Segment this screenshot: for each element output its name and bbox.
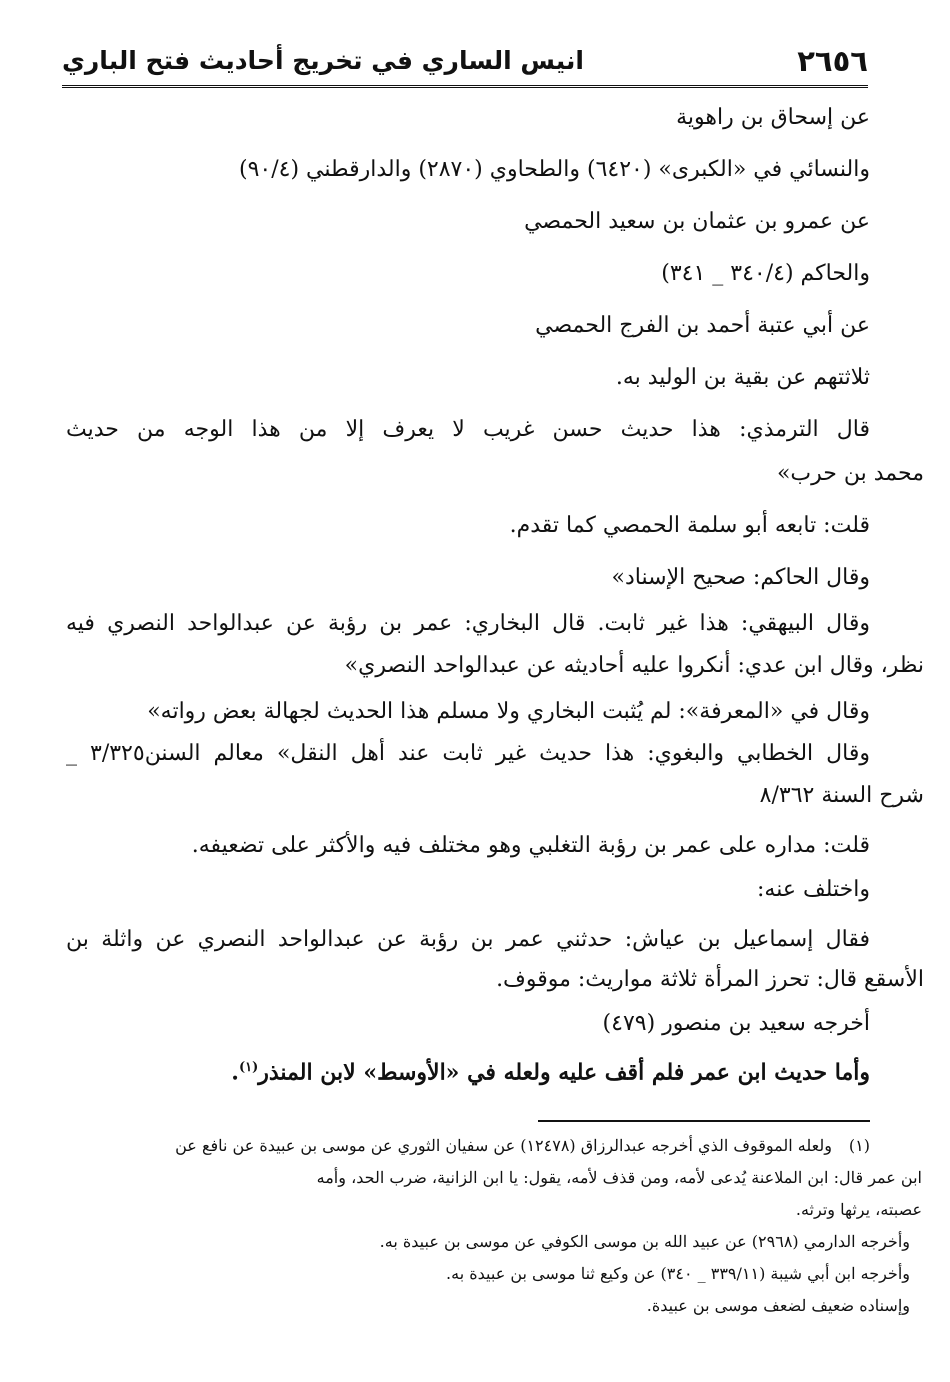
running-header: [62, 44, 868, 88]
footnote-line: وأخرجه الدارمي (٢٩٦٨) عن عبيد الله بن موسى الكوفي عن موسى بن عبيدة به.: [379, 1232, 910, 1251]
text-line: عن عمرو بن عثمان بن سعيد الحمصي: [524, 209, 870, 234]
text-line: نظر، وقال ابن عدي: أنكروا عليه أحاديثه عن عبدالواحد النصري»: [344, 653, 924, 678]
text-line: والنسائي في «الكبرى» (٦٤٢٠) والطحاوي (٢٨٧٠) والدارقطني (٩٠/٤): [239, 157, 870, 182]
text-line: وقال البيهقي: هذا غير ثابت. قال البخاري: عمر بن رؤبة عن عبدالواحد النصري فيه: [66, 611, 870, 636]
footnote-line: ابن عمر قال: ابن الملاعنة يُدعى لأمه، ومن قذف لأمه، يقول: يا ابن الزانية، ضرب الحد، وأمه: [316, 1168, 922, 1187]
text-line: وقال الخطابي والبغوي: هذا حديث غير ثابت عند أهل النقل» معالم السنن٣/٣٢٥ _: [66, 741, 870, 766]
text-line: فقال إسماعيل بن عياش: حدثني عمر بن رؤبة عن عبدالواحد النصري عن واثلة بن: [66, 927, 870, 952]
text-span: .: [231, 1059, 239, 1086]
text-line: ثلاثتهم عن بقية بن الوليد به.: [615, 365, 870, 390]
text-line: أخرجه سعيد بن منصور (٤٧٩): [602, 1011, 870, 1036]
text-line: قلت: تابعه أبو سلمة الحمصي كما تقدم.: [509, 513, 870, 538]
text-line: واختلف عنه:: [757, 877, 870, 902]
text-line: محمد بن حرب»: [776, 461, 924, 486]
text-line: وقال الحاكم: صحيح الإسناد»: [611, 565, 870, 590]
text-line: شرح السنة ٨/٣٦٢: [759, 783, 924, 808]
footnote-line: وإسناده ضعيف لضعف موسى بن عبيدة.: [646, 1296, 910, 1315]
text-span: وأما حديث ابن عمر فلم أقف عليه ولعله في «الأوسط» لابن المنذر: [258, 1059, 870, 1086]
text-line: والحاكم (٣٤٠/٤ _ ٣٤١): [661, 261, 870, 286]
footnote-marker: (١): [848, 1136, 870, 1155]
page-number: ٢٦٥٦: [797, 44, 868, 78]
footnote-line: عصبته، يرثها وترثه.: [795, 1200, 922, 1219]
text-line: الأسقع قال: تحرز المرأة ثلاثة مواريث: موقوف.: [496, 967, 924, 992]
header-rule: [62, 85, 868, 88]
text-line: عن إسحاق بن راهوية: [676, 105, 870, 130]
text-line: عن أبي عتبة أحمد بن الفرج الحمصي: [535, 313, 870, 338]
text-line: قلت: مداره على عمر بن رؤبة التغلبي وهو مختلف فيه والأكثر على تضعيفه.: [191, 833, 870, 858]
book-title: انيس الساري في تخريج أحاديث فتح الباري: [62, 46, 584, 75]
footnote-line: وأخرجه ابن أبي شيبة (٣٣٩/١١ _ ٣٤٠) عن وكيع ثنا موسى بن عبيدة به.: [446, 1264, 910, 1283]
footnote-rule: [538, 1120, 870, 1122]
footnote-ref[interactable]: (١): [238, 1060, 259, 1075]
text-line-bold: [231, 1050, 870, 1090]
text-line: قال الترمذي: هذا حديث حسن غريب لا يعرف إلا من هذا الوجه من حديث: [66, 417, 870, 442]
text-line: وقال في «المعرفة»: لم يُثبت البخاري ولا مسلم هذا الحديث لجهالة بعض رواته»: [147, 699, 870, 724]
footnote-line: ولعله الموقوف الذي أخرجه عبدالرزاق (١٢٤٧٨) عن سفيان الثوري عن موسى بن عبيدة عن نافع عن: [175, 1136, 832, 1155]
